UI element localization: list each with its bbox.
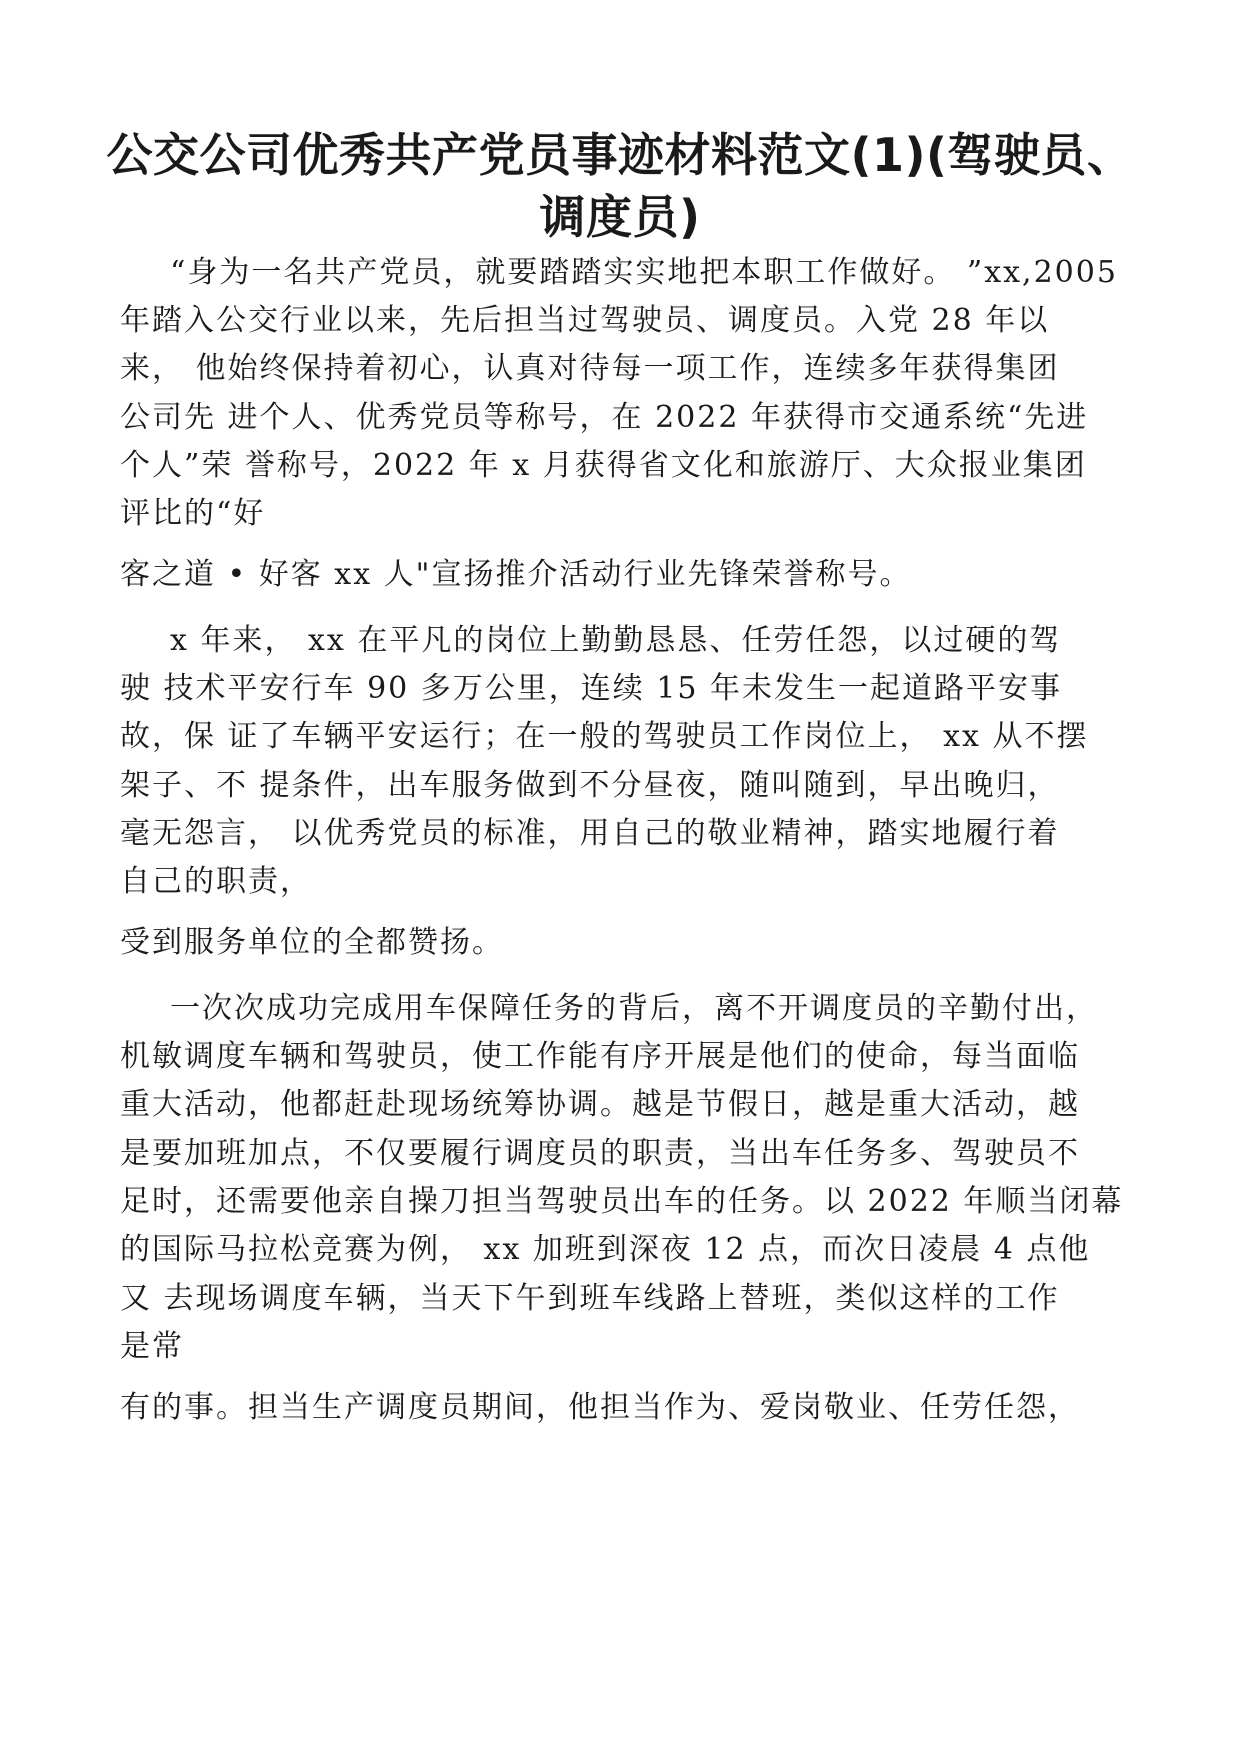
body-line: “身为一名共产党员，就要踏踏实实地把本职工作做好。 ”xx,2005 (170, 255, 1118, 290)
body-line: 年踏入公交行业以来，先后担当过驾驶员、调度员。入党 28 年以 (120, 303, 1050, 338)
body-line: x 年来， xx 在平凡的岗位上勤勤恳恳、任劳任怨，以过硬的驾 (170, 623, 1062, 658)
body-line: 来， 他始终保持着初心，认真对待每一项工作，连续多年获得集团 (120, 351, 1060, 386)
body-line: 架子、不 提条件，出车服务做到不分昼夜，随叫随到，早出晚归， (120, 768, 1060, 803)
document-title-line-2: 调度员) (539, 190, 701, 244)
body-line: 机敏调度车辆和驾驶员，使工作能有序开展是他们的使命，每当面临 (120, 1039, 1080, 1074)
body-line: 评比的“好 (120, 496, 266, 531)
body-line: 是要加班加点，不仅要履行调度员的职责，当出车任务多、驾驶员不 (120, 1136, 1080, 1171)
body-line: 毫无怨言， 以优秀党员的标准，用自己的敬业精神，踏实地履行着 (120, 816, 1060, 851)
body-line: 是常 (120, 1329, 184, 1364)
body-line: 客之道 • 好客 xx 人"宣扬推介活动行业先锋荣誉称号。 (120, 557, 912, 592)
body-line: 公司先 进个人、优秀党员等称号，在 2022 年获得市交通系统“先进 (120, 400, 1089, 435)
body-line: 一次次成功完成用车保障任务的背后，离不开调度员的辛勤付出， (170, 991, 1098, 1026)
body-line: 驶 技术平安行车 90 多万公里，连续 15 年未发生一起道路平安事 (120, 671, 1063, 706)
body-line: 故，保 证了车辆平安运行；在一般的驾驶员工作岗位上， xx 从不摆 (120, 719, 1089, 754)
body-line: 足时，还需要他亲自操刀担当驾驶员出车的任务。以 2022 年顺当闭幕 (120, 1184, 1124, 1219)
document-title-line-1: 公交公司优秀共产党员事迹材料范文(1)(驾驶员、 (106, 128, 1134, 182)
body-line: 的国际马拉松竞赛为例， xx 加班到深夜 12 点，而次日凌晨 4 点他 (120, 1232, 1091, 1267)
body-line: 重大活动，他都赶赴现场统筹协调。越是节假日，越是重大活动，越 (120, 1087, 1080, 1122)
body-line: 有的事。担当生产调度员期间，他担当作为、爱岗敬业、任劳任怨， (120, 1390, 1080, 1425)
body-line: 自己的职责， (120, 864, 312, 899)
body-line: 个人”荣 誉称号，2022 年 x 月获得省文化和旅游厅、大众报业集团 (120, 448, 1087, 483)
body-line: 受到服务单位的全都赞扬。 (120, 925, 504, 960)
body-line: 又 去现场调度车辆，当天下午到班车线路上替班，类似这样的工作 (120, 1281, 1060, 1316)
